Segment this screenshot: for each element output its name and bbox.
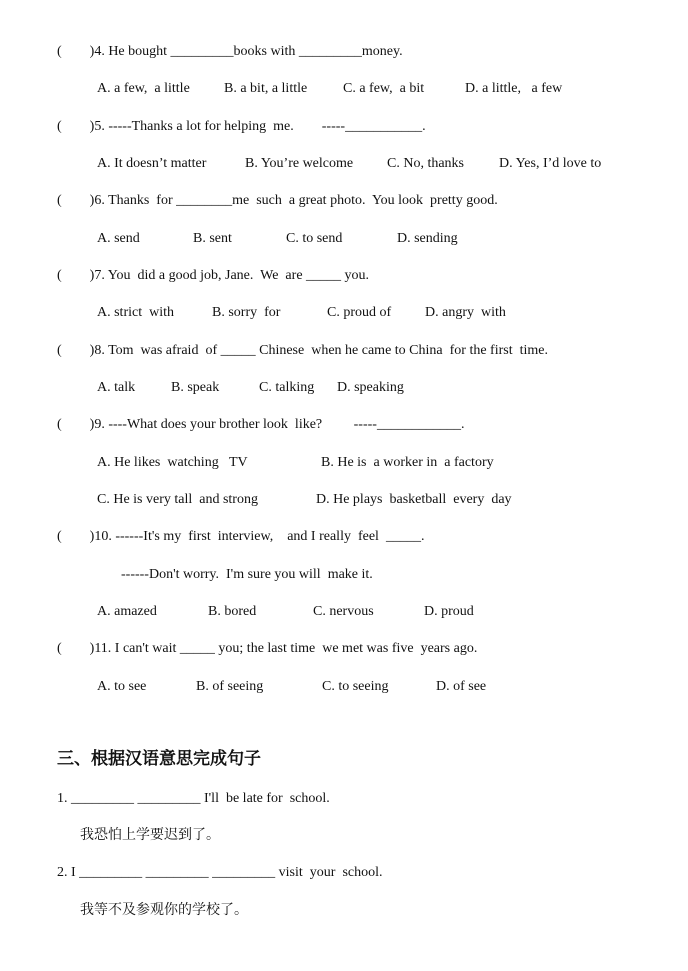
q10-option-c: C. nervous — [313, 604, 374, 619]
question-11-stem: ( )11. I can't wait _____ you; the last time we met was five years ago. — [57, 641, 478, 656]
q7-option-a: A. strict with — [97, 305, 174, 320]
q5-option-d: D. Yes, I’d love to — [499, 156, 602, 171]
q5-option-b: B. You’re welcome — [245, 156, 354, 171]
section-3-item-1-en: 1. _________ _________ I'll be late for school. — [57, 791, 330, 806]
question-6-stem: ( )6. Thanks for ________me such a great photo. You look pretty good. — [57, 193, 498, 208]
q7-option-b: B. sorry for — [212, 305, 281, 320]
question-7-stem: ( )7. You did a good job, Jane. We are _____ you. — [57, 268, 370, 283]
question-4-stem: ( )4. He bought _________books with _________money. — [57, 44, 403, 59]
section-3-item-2-en: 2. I _________ _________ _________ visit your school. — [57, 865, 383, 880]
q9-option-d: D. He plays basketball every day — [316, 492, 512, 507]
question-10-reply: ------Don't worry. I'm sure you will make it. — [121, 567, 373, 582]
q8-option-c: C. talking — [259, 380, 315, 395]
q6-option-b: B. sent — [193, 231, 232, 246]
q11-option-c: C. to seeing — [322, 679, 389, 694]
q6-option-a: A. send — [97, 231, 140, 246]
q8-option-a: A. talk — [97, 380, 136, 395]
q10-option-d: D. proud — [424, 604, 474, 619]
q4-option-d: D. a little, a few — [465, 81, 563, 96]
q9-option-a: A. He likes watching TV — [97, 455, 248, 470]
q9-option-c: C. He is very tall and strong — [97, 492, 258, 507]
q6-option-c: C. to send — [286, 231, 343, 246]
q5-option-c: C. No, thanks — [387, 156, 464, 171]
section-3-item-1-cn: 我恐怕上学要迟到了。 — [80, 827, 220, 843]
question-9-stem: ( )9. ----What does your brother look like? -----____________. — [57, 417, 465, 432]
q4-option-c: C. a few, a bit — [343, 81, 425, 96]
q11-option-d: D. of see — [436, 679, 487, 694]
q7-option-d: D. angry with — [425, 305, 506, 320]
q4-option-a: A. a few, a little — [97, 81, 190, 96]
q8-option-b: B. speak — [171, 380, 220, 395]
q10-option-b: B. bored — [208, 604, 257, 619]
q6-option-d: D. sending — [397, 231, 458, 246]
section-3-item-2-cn: 我等不及参观你的学校了。 — [80, 902, 248, 918]
q8-option-d: D. speaking — [337, 380, 404, 395]
q4-option-b: B. a bit, a little — [224, 81, 308, 96]
section-3-title: 三、根据汉语意思完成句子 — [57, 749, 261, 769]
question-10-stem: ( )10. ------It's my first interview, and I really feel _____. — [57, 529, 425, 544]
q10-option-a: A. amazed — [97, 604, 157, 619]
q11-option-b: B. of seeing — [196, 679, 264, 694]
q7-option-c: C. proud of — [327, 305, 392, 320]
q9-option-b: B. He is a worker in a factory — [321, 455, 494, 470]
q11-option-a: A. to see — [97, 679, 147, 694]
q5-option-a: A. It doesn’t matter — [97, 156, 207, 171]
question-5-stem: ( )5. -----Thanks a lot for helping me. -----___________. — [57, 119, 426, 134]
question-8-stem: ( )8. Tom was afraid of _____ Chinese when he came to China for the first time. — [57, 343, 548, 358]
